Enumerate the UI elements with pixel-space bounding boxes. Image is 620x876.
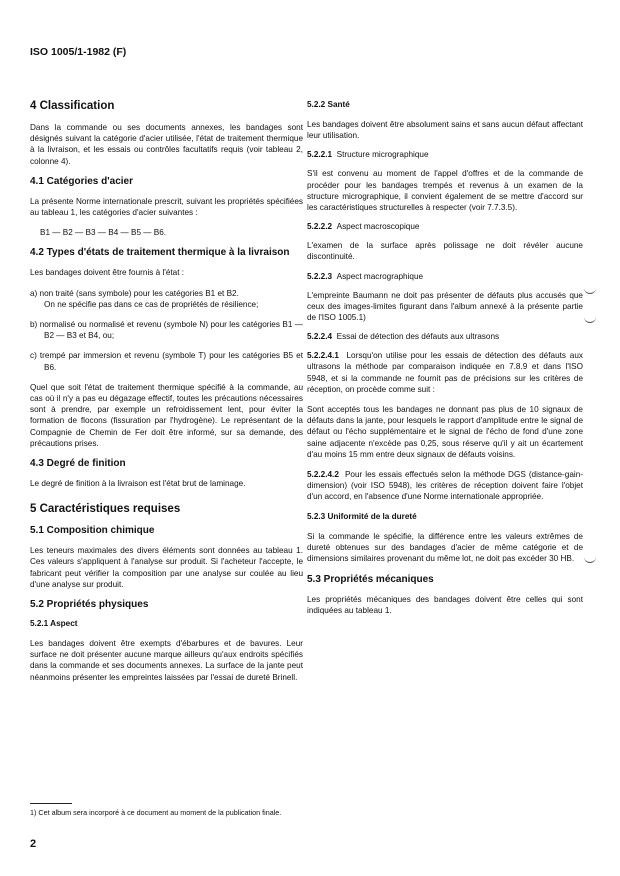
section-5-2-2-4-1-paragraph bbox=[307, 350, 583, 395]
section-4-3-heading: 4.3 Degré de finition bbox=[30, 458, 126, 470]
section-number: 5.2.2.3 bbox=[307, 271, 333, 281]
paragraph-text: Pour les essais effectués selon la méthode DGS (distance-gain-dimension) (voir ISO 5948), les critères de réception doivent faire l'objet d'un accord, en l'absence d'une Norme internationale appropriée. bbox=[307, 470, 583, 502]
left-column bbox=[30, 100, 303, 692]
section-5-2-2-1-heading bbox=[307, 150, 583, 159]
section-4-2-paragraph: Quel que soit l'état de traitement thermique spécifié à la commande, au cas où il n'y a pas eu dégazage effectif, toutes les précautions nécessaires sont à prendre, par exemple un refroidissement lent, pour éviter la formation de flocons (fissuration par l'hydrogène). Le représentant de la Compagnie de Chemin de Fer doit être informé, sur sa demande, des précautions prises. bbox=[30, 382, 303, 448]
list-item-b: b) normalisé ou normalisé et revenu (symbole N) pour les catégories B1 — B2 — B3 et B4, ou; bbox=[30, 320, 303, 341]
section-4-1-heading: 4.1 Catégories d'acier bbox=[30, 175, 133, 187]
section-5-3-heading: 5.3 Propriétés mécaniques bbox=[307, 574, 434, 586]
page-number: 2 bbox=[30, 838, 37, 850]
section-5-2-3-heading: 5.2.3 Uniformité de la dureté bbox=[307, 511, 417, 521]
section-5-2-2-heading: 5.2.2 Santé bbox=[307, 100, 350, 109]
section-title: Essai de détection des défauts aux ultrasons bbox=[336, 332, 500, 342]
section-5-2-3-paragraph: Si la commande le spécifie, la différence entre les valeurs extrêmes de dureté obtenues sur des bandages d'acier de même catégorie et de dimensions similaires provenant du même lot, ne doit pas excéder 30 HB. bbox=[307, 531, 583, 564]
section-title: Structure micrographique bbox=[336, 150, 429, 160]
scan-margin-mark bbox=[584, 316, 596, 323]
section-number: 5.2.2.1 bbox=[307, 150, 333, 160]
section-4-2-intro: Les bandages doivent être fournis à l'état : bbox=[30, 268, 185, 278]
section-5-2-2-3-paragraph: L'empreinte Baumann ne doit pas présenter de défauts plus accusés que ceux des images-limites figurant dans l'album annexé à la présente partie de l'ISO 1005.1) bbox=[307, 290, 583, 323]
section-number: 5.2.2.4.1 bbox=[307, 351, 339, 361]
section-number: 5.2.2.4 bbox=[307, 332, 333, 342]
section-5-2-2-3-heading bbox=[307, 272, 583, 281]
section-5-2-2-1-paragraph: S'il est convenu au moment de l'appel d'offres et de la commande de procéder pour les bandages trempés et revenus à un examen de la structure micrographique, il convient également de se mettre d'accord sur les caractéristiques structurelles à respecter (voir 7.7.3.5). bbox=[307, 169, 583, 213]
list-item-c: c) trempé par immersion et revenu (symbole T) pour les catégories B5 et B6. bbox=[30, 351, 303, 372]
acceptance-criteria-paragraph: Sont acceptés tous les bandages ne donnant pas plus de 10 signaux de défauts dans la jante, pour lesquels le rapport d'amplitude entre le signal de défaut ou l'écho supplémentaire et le signal de l'écho de fond d'une zone saine adjacente n'excède pas 0,25, sous réserve qu'il y ait un écartement d'au moins 15 mm entre deux signaux de défauts voisins. bbox=[307, 405, 583, 459]
section-5-2-1-heading: 5.2.1 Aspect bbox=[30, 619, 78, 629]
section-5-2-2-4-2-paragraph bbox=[307, 469, 583, 503]
section-5-2-1-paragraph: Les bandages doivent être exempts d'ébarbures et de bavures. Leur surface ne doit présenter aucune marque ailleurs qu'aux endroits spécifiés dans la commande et ses documents annexes. La surface de la jante peut néanmoins présenter les empreintes laissées par l'essai de dureté Brinell. bbox=[30, 639, 303, 682]
section-5-2-heading: 5.2 Propriétés physiques bbox=[30, 599, 149, 611]
section-4-3-paragraph: Le degré de finition à la livraison est l'état brut de laminage. bbox=[30, 479, 246, 489]
section-title: Aspect macrographique bbox=[336, 271, 424, 281]
section-5-1-heading: 5.1 Composition chimique bbox=[30, 525, 155, 537]
paragraph-text: Lorsqu'on utilise pour les essais de détection des défauts aux ultrasons la méthode par comparaison indiquée en 7.8.9 et dans l'ISO 5948, et si la commande ne fournit pas de précisions sur les critères de réception, on procède comme suit : bbox=[307, 351, 583, 394]
section-4-heading: 4 Classification bbox=[30, 100, 115, 112]
section-4-2-heading: 4.2 Types d'états de traitement thermique à la livraison bbox=[30, 247, 290, 259]
section-4-paragraph: Dans la commande ou ses documents annexes, les bandages sont désignés suivant la catégorie d'acier utilisée, l'état de traitement thermique à la livraison, et les essais ou contrôles facultatifs requis (voir tableau 2, colonne 4). bbox=[30, 123, 303, 166]
section-5-2-2-2-paragraph: L'examen de la surface après polissage ne doit révéler aucune discontinuité. bbox=[307, 241, 583, 262]
list-item-a-note: On ne spécifie pas dans ce cas de propriétés de résilience; bbox=[44, 299, 259, 309]
section-5-2-2-4-heading bbox=[307, 332, 583, 341]
section-5-3-paragraph: Les propriétés mécaniques des bandages doivent être celles qui sont indiquées au tableau 1. bbox=[307, 595, 583, 616]
section-5-2-2-paragraph: Les bandages doivent être absolument sains et sans aucun défaut affectant leur utilisation. bbox=[307, 120, 583, 141]
document-header: ISO 1005/1-1982 (F) bbox=[30, 46, 127, 58]
section-5-1-paragraph: Les teneurs maximales des divers éléments sont données au tableau 1. Ces valeurs s'appliquent à l'analyse sur produit. Si l'acheteur l'accepte, le fabricant peut vérifier la composition par une analyse sur coulée au lieu d'une analyse sur produit. bbox=[30, 546, 303, 589]
section-title: Aspect macroscopique bbox=[336, 222, 420, 232]
section-number: 5.2.2.4.2 bbox=[307, 470, 339, 480]
scan-margin-mark bbox=[584, 556, 596, 563]
section-5-2-2-2-heading bbox=[307, 222, 583, 231]
section-5-heading: 5 Caractéristiques requises bbox=[30, 503, 181, 516]
scan-margin-mark bbox=[584, 287, 596, 294]
section-number: 5.2.2.2 bbox=[307, 222, 333, 232]
footnote-rule bbox=[30, 803, 72, 804]
steel-category-codes: B1 — B2 — B3 — B4 — B5 — B6. bbox=[40, 228, 167, 238]
list-item-a: a) non traité (sans symbole) pour les catégories B1 et B2. bbox=[30, 288, 239, 298]
section-4-1-paragraph: La présente Norme internationale prescrit, suivant les propriétés spécifiées au tableau 1, les catégories d'acier suivantes : bbox=[30, 196, 303, 218]
footnote: 1) Cet album sera incorporé à ce document au moment de la publication finale. bbox=[30, 808, 282, 817]
right-column bbox=[307, 100, 583, 626]
